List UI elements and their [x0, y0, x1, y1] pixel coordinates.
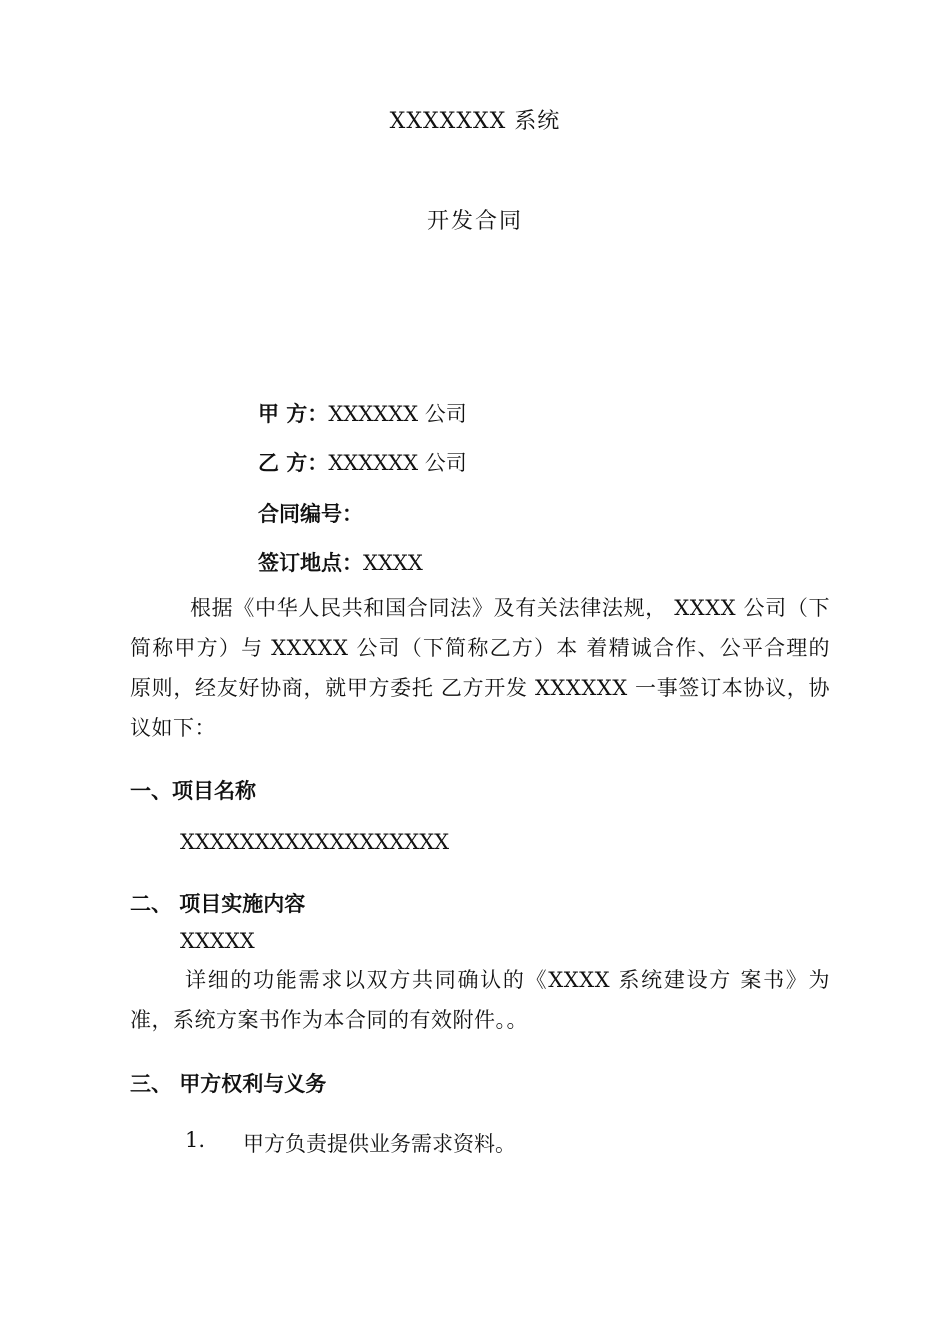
project-name-value: XXXXXXXXXXXXXXXXXX [180, 830, 450, 854]
section-1-heading: 一、项目名称 [130, 779, 256, 803]
signing-location [258, 547, 423, 577]
list-item-text: 甲方负责提供业务需求资料。 [243, 1132, 516, 1156]
section-3-heading: 三、 甲方权利与义务 [130, 1072, 327, 1096]
party-a [258, 398, 467, 428]
list-item-number: 1. [185, 1128, 206, 1152]
party-b-label: 乙 方： [258, 451, 329, 475]
party-b-value: XXXXXX 公司 [328, 451, 467, 475]
party-a-label: 甲 方： [258, 402, 329, 426]
document-title: XXXXXXX 系统 [389, 109, 561, 134]
party-a-value: XXXXXX 公司 [328, 402, 467, 426]
implementation-detail: 详细的功能需求以双方共同确认的《XXXX 系统建设方 案书》为准，系统方案书作为本合同的有效附件。。 [130, 968, 830, 1032]
contract-number-label: 合同编号： [258, 502, 363, 526]
section-2-heading: 二、 项目实施内容 [130, 892, 306, 916]
intro-paragraph: 根据《中华人民共和国合同法》及有关法律法规， XXXX 公司（下简称甲方）与 XXXXX 公司（下简称乙方）本 着精诚合作、公平合理的原则，经友好协商，就甲方委托 乙方开发 XXXXXX 一事签订本协议，协议如下： [130, 596, 830, 740]
contract-number [258, 498, 363, 528]
signing-location-label: 签订地点： [258, 551, 363, 575]
implementation-content: XXXXX [180, 929, 255, 953]
party-b [258, 447, 467, 477]
signing-location-value: XXXX [363, 551, 423, 575]
document-subtitle: 开发合同 [426, 209, 523, 234]
